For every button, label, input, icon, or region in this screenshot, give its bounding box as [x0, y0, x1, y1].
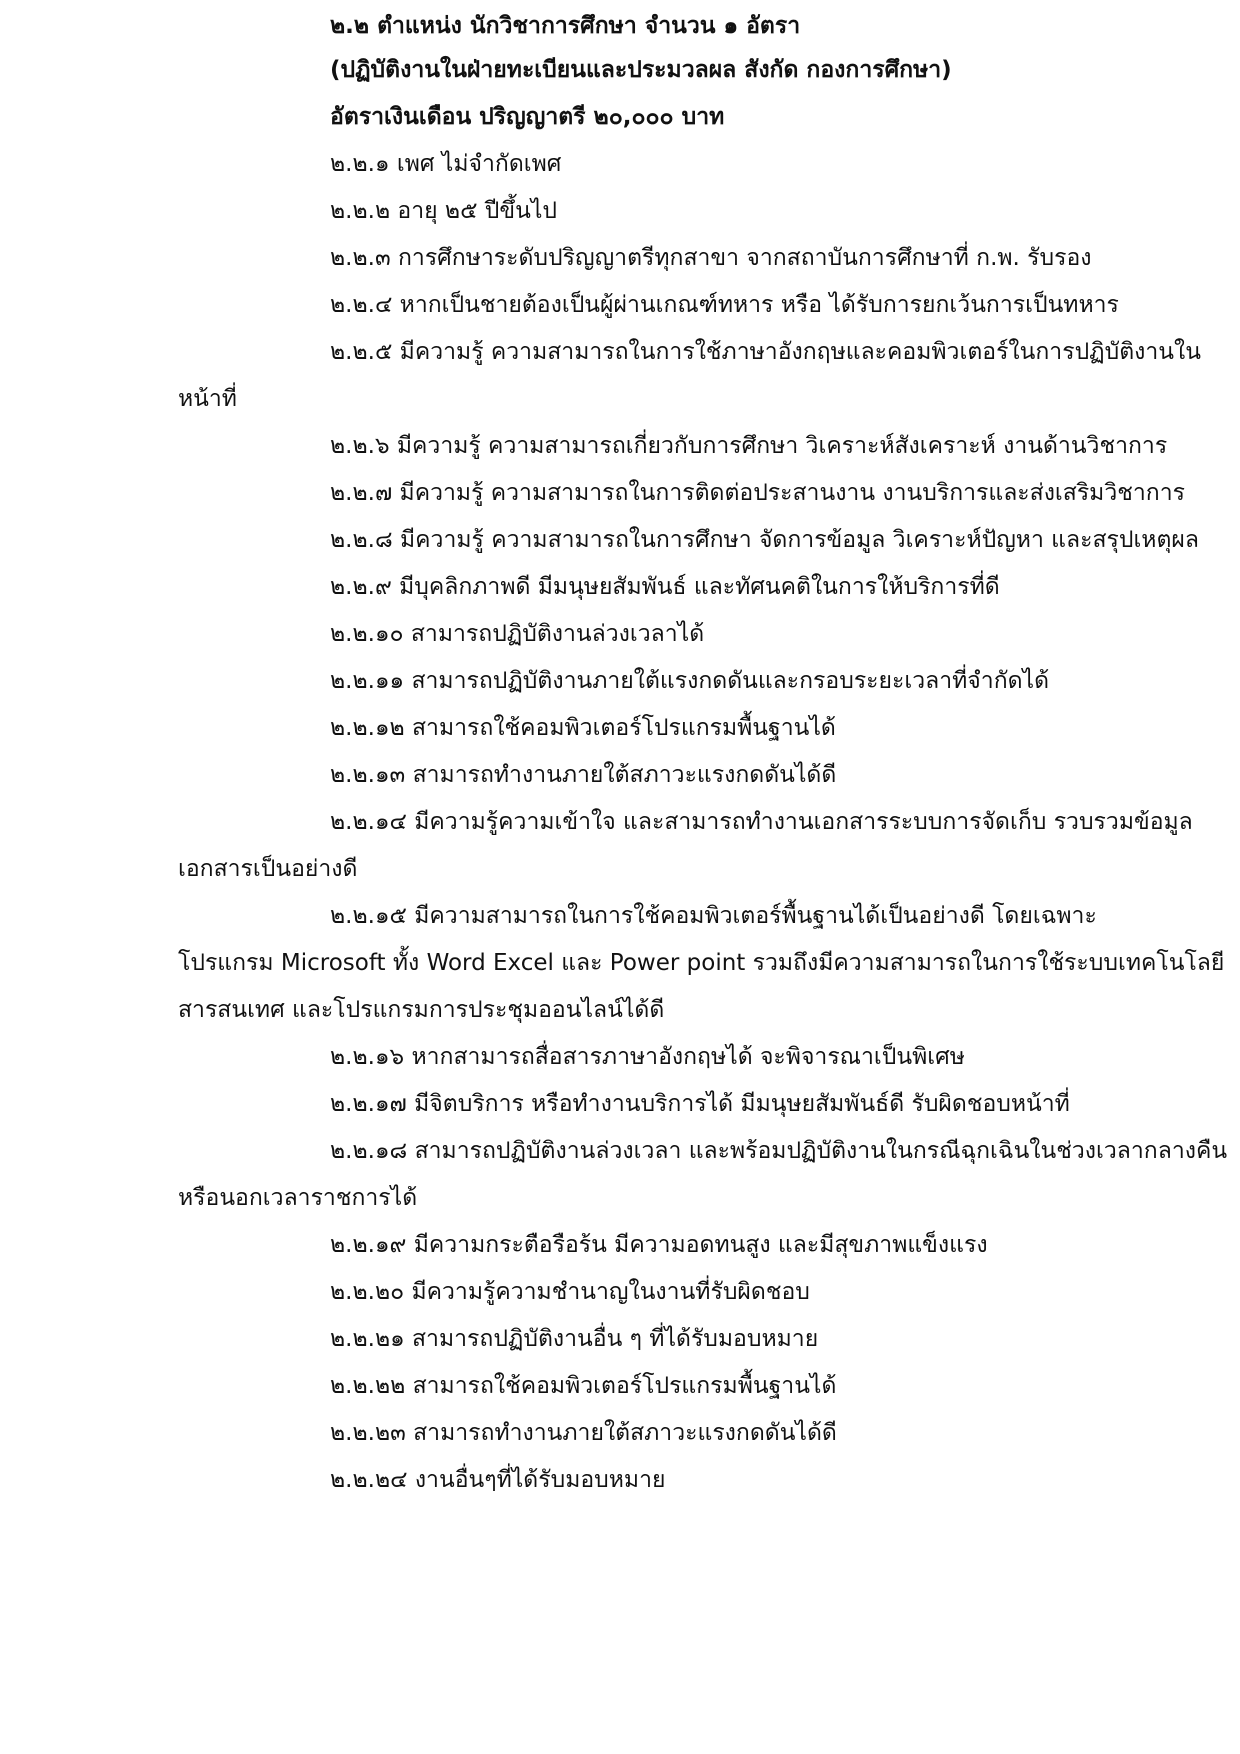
list-item-text: ๒.๒.๖ มีความรู้ ความสามารถเกี่ยวกับการศึกษา วิเคราะห์สังเคราะห์ งานด้านวิชาการ: [330, 433, 1168, 459]
list-item-text: ๒.๒.๓ การศึกษาระดับปริญญาตรีทุกสาขา จากสถาบันการศึกษาที่ ก.พ. รับรอง: [330, 245, 1092, 271]
list-item-text: ๒.๒.๒๑ สามารถปฏิบัติงานอื่น ๆ ที่ได้รับมอบหมาย: [330, 1326, 819, 1352]
list-item-text: ๒.๒.๑๘ สามารถปฏิบัติงานล่วงเวลา และพร้อมปฏิบัติงานในกรณีฉุกเฉินในช่วงเวลากลางคืน: [330, 1138, 1228, 1164]
list-item-text: ๒.๒.๒ อายุ ๒๕ ปีขึ้นไป: [330, 198, 558, 224]
list-item: [178, 235, 1138, 282]
list-item-text: ๒.๒.๑๖ หากสามารถสื่อสารภาษาอังกฤษได้ จะพิจารณาเป็นพิเศษ: [330, 1044, 965, 1070]
list-item: [178, 752, 1138, 799]
list-item: [178, 1222, 1138, 1269]
list-item-text: ๒.๒.๑๐ สามารถปฏิบัติงานล่วงเวลาได้: [330, 621, 705, 647]
list-item: [178, 1410, 1138, 1457]
list-item: [178, 1457, 1138, 1504]
list-item-text: ๒.๒.๑๕ มีความสามารถในการใช้คอมพิวเตอร์พื้นฐานได้เป็นอย่างดี โดยเฉพาะ: [330, 903, 1097, 929]
list-item-text: ๒.๒.๑๒ สามารถใช้คอมพิวเตอร์โปรแกรมพื้นฐานได้: [330, 715, 836, 741]
list-item: [178, 423, 1168, 470]
list-item-text: ๒.๒.๑ เพศ ไม่จำกัดเพศ: [330, 151, 562, 177]
list-item: [178, 141, 1138, 188]
list-item-continuation: หน้าที่: [178, 386, 237, 412]
list-item: [178, 517, 1199, 564]
list-item-continuation: หรือนอกเวลาราชการได้: [178, 1185, 418, 1211]
list-item: [178, 705, 1138, 752]
list-item: [178, 564, 1138, 611]
list-item: [178, 329, 1201, 423]
list-item-text: ๒.๒.๕ มีความรู้ ความสามารถในการใช้ภาษาอังกฤษและคอมพิวเตอร์ในการปฏิบัติงานใน: [330, 339, 1201, 365]
list-item-text: ๒.๒.๒๓ สามารถทำงานภายใต้สภาวะแรงกดดันได้ดี: [330, 1420, 837, 1446]
list-item: [178, 282, 1138, 329]
document-body: [178, 0, 1228, 1504]
list-item: [178, 893, 1225, 1034]
list-item: [178, 1034, 1138, 1081]
qualification-list: [178, 141, 1228, 1504]
list-item-text: ๒.๒.๘ มีความรู้ ความสามารถในการศึกษา จัดการข้อมูล วิเคราะห์ปัญหา และสรุปเหตุผล: [330, 527, 1199, 553]
list-item-text: ๒.๒.๒๐ มีความรู้ความชำนาญในงานที่รับผิดชอบ: [330, 1279, 810, 1305]
list-item-text: ๒.๒.๑๙ มีความกระตือรือร้น มีความอดทนสูง และมีสุขภาพแข็งแรง: [330, 1232, 988, 1258]
unit-line: (ปฏิบัติงานในฝ่ายทะเบียนและประมวลผล สังกัด กองการศึกษา): [330, 57, 952, 83]
list-item-continuation: โปรแกรม Microsoft ทั้ง Word Excel และ Power point รวมถึงมีความสามารถในการใช้ระบบเทคโนโลยี: [178, 950, 1225, 976]
list-item: [178, 1269, 1138, 1316]
list-item-text: ๒.๒.๙ มีบุคลิกภาพดี มีมนุษยสัมพันธ์ และทัศนคติในการให้บริการที่ดี: [330, 574, 1000, 600]
list-item: [178, 658, 1138, 705]
list-item-text: ๒.๒.๗ มีความรู้ ความสามารถในการติดต่อประสานงาน งานบริการและส่งเสริมวิชาการ: [330, 480, 1185, 506]
list-item-text: ๒.๒.๑๔ มีความรู้ความเข้าใจ และสามารถทำงานเอกสารระบบการจัดเก็บ รวบรวมข้อมูล: [330, 809, 1193, 835]
list-item-text: ๒.๒.๒๒ สามารถใช้คอมพิวเตอร์โปรแกรมพื้นฐานได้: [330, 1373, 837, 1399]
list-item-text: ๒.๒.๑๑ สามารถปฏิบัติงานภายใต้แรงกดดันและกรอบระยะเวลาที่จำกัดได้: [330, 668, 1050, 694]
list-item: [178, 611, 1138, 658]
list-item-text: ๒.๒.๔ หากเป็นชายต้องเป็นผู้ผ่านเกณฑ์ทหาร หรือ ได้รับการยกเว้นการเป็นทหาร: [330, 292, 1119, 318]
list-item: [178, 1363, 1138, 1410]
list-item-text: ๒.๒.๑๗ มีจิตบริการ หรือทำงานบริการได้ มีมนุษยสัมพันธ์ดี รับผิดชอบหน้าที่: [330, 1091, 1070, 1117]
list-item: [178, 799, 1193, 893]
list-item-text: ๒.๒.๑๓ สามารถทำงานภายใต้สภาวะแรงกดดันได้ดี: [330, 762, 837, 788]
list-item-continuation: สารสนเทศ และโปรแกรมการประชุมออนไลน์ได้ดี: [178, 997, 665, 1023]
salary-line: อัตราเงินเดือน ปริญญาตรี ๒๐,๐๐๐ บาท: [330, 104, 725, 130]
list-item: [178, 1081, 1138, 1128]
list-item-text: ๒.๒.๒๔ งานอื่นๆที่ได้รับมอบหมาย: [330, 1467, 666, 1493]
list-item-continuation: เอกสารเป็นอย่างดี: [178, 856, 358, 882]
position-title: ๒.๒ ตำแหน่ง นักวิชาการศึกษา จำนวน ๑ อัตรา: [330, 13, 801, 39]
list-item: [178, 1128, 1228, 1222]
list-item: [178, 470, 1185, 517]
list-item: [178, 188, 1138, 235]
list-item: [178, 1316, 1138, 1363]
